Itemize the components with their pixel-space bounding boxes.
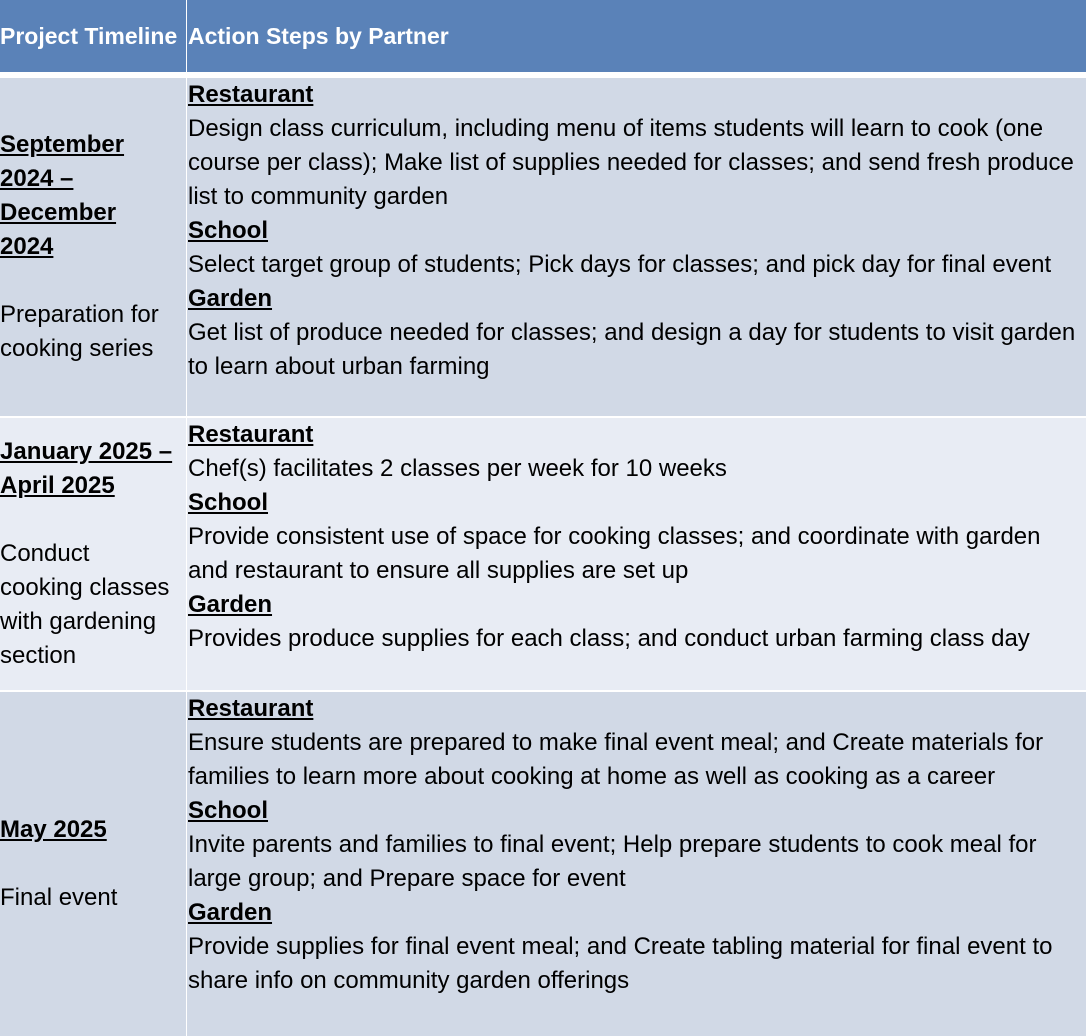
header-project-timeline: Project Timeline <box>0 23 178 49</box>
partner-steps: Design class curriculum, including menu of items students will learn to cook (one course per class); Make list of supplies needed for classes; and send fresh produce list to community garden <box>188 115 1074 210</box>
partner-name: School <box>188 489 269 516</box>
partner-name: Garden <box>188 591 273 618</box>
partner-steps: Provide consistent use of space for cooking classes; and coordinate with garden and restaurant to ensure all supplies are set up <box>188 523 1041 584</box>
partner-name: School <box>188 797 269 824</box>
timeline-phase: Final event <box>0 884 118 911</box>
table-row <box>0 418 1086 690</box>
partner-steps: Select target group of students; Pick days for classes; and pick day for final event <box>188 251 1052 278</box>
timeline-phase: Conduct cooking classes with gardening section <box>0 540 170 669</box>
column-divider <box>186 0 187 1036</box>
partner-steps: Get list of produce needed for classes; and design a day for students to visit garden to learn about urban farming <box>188 319 1076 380</box>
action-steps-cell <box>188 418 1083 656</box>
partner-name: Restaurant <box>188 695 314 722</box>
partner-name: Restaurant <box>188 421 314 448</box>
table-row <box>0 78 1086 416</box>
table-header <box>0 0 1086 72</box>
timeline-date: September 2024 – December 2024 <box>0 131 125 260</box>
timeline-cell <box>0 78 184 416</box>
partner-name: Garden <box>188 285 273 312</box>
partner-steps: Ensure students are prepared to make final event meal; and Create materials for families to learn more about cooking at home as well as cooking as a career <box>188 729 1044 790</box>
timeline-phase: Preparation for cooking series <box>0 301 159 362</box>
partner-steps: Provide supplies for final event meal; and Create tabling material for final event to share info on community garden offerings <box>188 933 1053 994</box>
partner-steps: Chef(s) facilitates 2 classes per week for 10 weeks <box>188 455 727 482</box>
timeline-cell <box>0 692 184 1036</box>
timeline-cell <box>0 418 184 690</box>
partner-name: Garden <box>188 899 273 926</box>
table-row <box>0 692 1086 1036</box>
action-steps-cell <box>188 692 1083 998</box>
partner-name: Restaurant <box>188 81 314 108</box>
partner-steps: Provides produce supplies for each class; and conduct urban farming class day <box>188 625 1030 652</box>
timeline-date: May 2025 <box>0 816 107 843</box>
timeline-date: January 2025 – April 2025 <box>0 438 173 499</box>
action-steps-cell <box>188 78 1083 384</box>
header-action-steps: Action Steps by Partner <box>188 23 449 49</box>
partner-name: School <box>188 217 269 244</box>
partner-steps: Invite parents and families to final event; Help prepare students to cook meal for large group; and Prepare space for event <box>188 831 1037 892</box>
